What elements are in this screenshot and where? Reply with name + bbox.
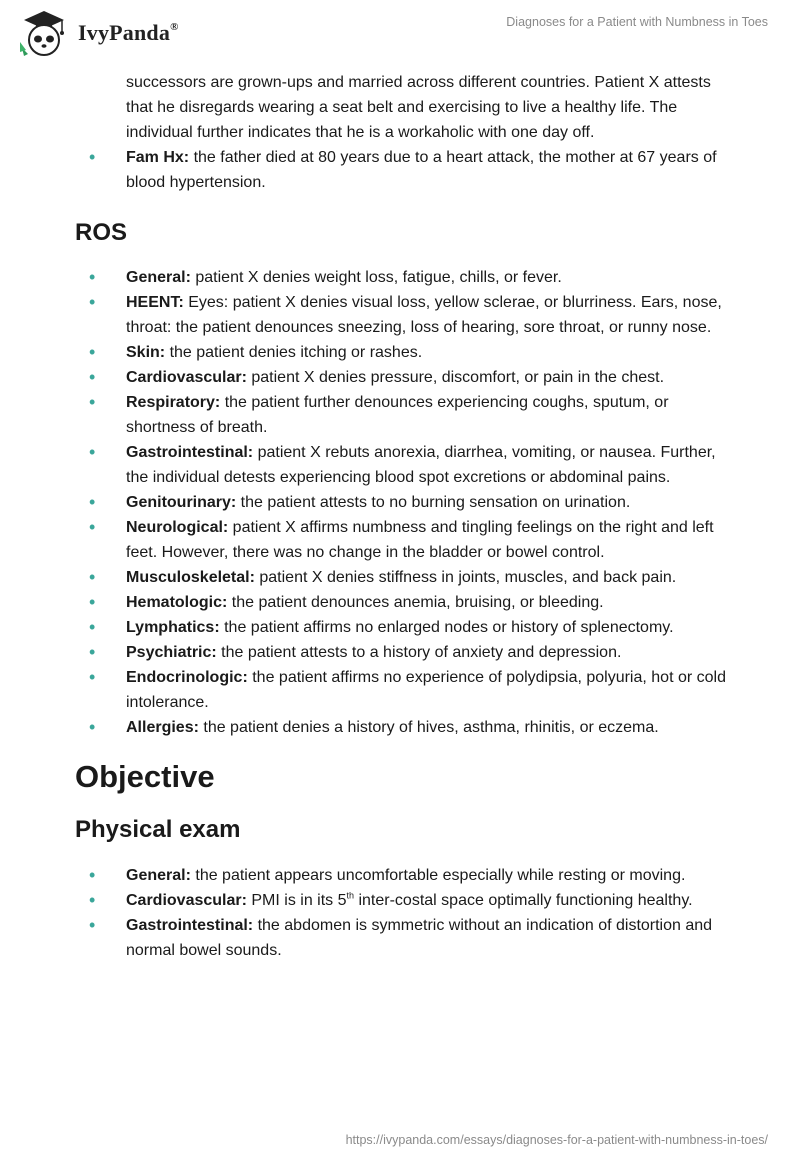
item-text: the patient attests to a history of anxiety and depression. [216,644,622,661]
list-item [75,340,735,365]
objective-heading: Objective [75,759,215,794]
list-item [75,665,735,715]
item-text: the patient denies itching or rashes. [165,344,423,361]
list-item [75,390,735,440]
list-item [75,565,735,590]
ros-heading: ROS [75,219,128,246]
bullet-icon: • [89,147,96,167]
list-item [75,615,735,640]
ivypanda-logo[interactable] [14,8,179,58]
continuation-paragraph: successors are grown-ups and married across different countries. Patient X attests that he disregards wearing a seat belt and exercising to live a healthy life. The individual further indicates that he is a workaholic with one day off. [126,74,711,141]
bullet-icon: • [89,567,96,587]
item-text: patient X denies stiffness in joints, muscles, and back pain. [254,569,677,586]
item-label: Gastrointestinal: [126,917,254,934]
item-label: Hematologic: [126,594,228,611]
bullet-icon: • [89,492,96,512]
item-label: Neurological: [126,519,229,536]
item-label: Endocrinologic: [126,669,248,686]
list-item [75,590,735,615]
bullet-icon: • [89,642,96,662]
list-item [75,888,735,913]
bullet-icon: • [89,717,96,737]
list-item [75,913,735,963]
item-text-continued: inter-costal space optimally functioning healthy. [354,892,693,909]
bullet-icon: • [89,442,96,462]
item-label: Genitourinary: [126,494,237,511]
item-text: Eyes: patient X denies visual loss, yellow sclerae, or blurriness. Ears, nose, throat: the patient denounces sneezing, loss of hearing, sore throat, or runny nose. [126,294,722,336]
item-label: Skin: [126,344,166,361]
ros-list [75,265,735,740]
item-text: the patient appears uncomfortable especially while resting or moving. [190,867,686,884]
bullet-icon: • [89,367,96,387]
item-text: patient X affirms numbness and tingling feelings on the right and left feet. However, there was no change in the bladder or bowel control. [126,519,714,561]
list-item [75,440,735,490]
item-text: the father died at 80 years due to a heart attack, the mother at 67 years of blood hypertension. [126,149,717,191]
list-item [75,290,735,340]
item-label: Musculoskeletal: [126,569,255,586]
item-label: HEENT: [126,294,184,311]
list-item [75,490,735,515]
list-item [75,640,735,665]
item-label: Fam Hx: [126,149,190,166]
item-text: the patient further denounces experiencing coughs, sputum, or shortness of breath. [126,394,669,436]
item-label: Allergies: [126,719,199,736]
bullet-icon: • [89,292,96,312]
bullet-icon: • [89,667,96,687]
item-label: Cardiovascular: [126,369,247,386]
list-item [75,863,735,888]
list-item [75,715,735,740]
item-text: the patient denies a history of hives, asthma, rhinitis, or eczema. [198,719,659,736]
item-text: the abdomen is symmetric without an indication of distortion and normal bowel sounds. [126,917,713,959]
item-label: Cardiovascular: [126,892,247,909]
bullet-icon: • [89,592,96,612]
item-label: General: [126,867,191,884]
document-title: Diagnoses for a Patient with Numbness in Toes [506,15,768,29]
document-body [75,70,735,963]
item-text: patient X denies weight loss, fatigue, chills, or fever. [190,269,562,286]
item-text: the patient denounces anemia, bruising, or bleeding. [227,594,604,611]
item-label: Respiratory: [126,394,221,411]
page-header [0,0,800,70]
list-item [75,365,735,390]
list-item-fam-hx [75,145,735,195]
source-url[interactable]: https://ivypanda.com/essays/diagnoses-for-a-patient-with-numbness-in-toes/ [345,1133,768,1147]
item-text: the patient affirms no experience of polydipsia, polyuria, hot or cold intolerance. [126,669,726,711]
item-text: patient X denies pressure, discomfort, or pain in the chest. [246,369,665,386]
item-label: Psychiatric: [126,644,217,661]
social-history-list [75,145,735,195]
bullet-icon: • [89,392,96,412]
physical-exam-list [75,863,735,963]
bullet-icon: • [89,267,96,287]
bullet-icon: • [89,865,96,885]
item-label: Lymphatics: [126,619,220,636]
panda-graduate-icon [14,8,74,58]
item-label: Gastrointestinal: [126,444,254,461]
physical-exam-heading: Physical exam [75,816,241,843]
item-text: patient X rebuts anorexia, diarrhea, vomiting, or nausea. Further, the individual detests experiencing blood spot excretions or abdominal pains. [126,444,716,486]
item-text: the patient attests to no burning sensation on urination. [236,494,631,511]
bullet-icon: • [89,342,96,362]
item-label: General: [126,269,191,286]
bullet-icon: • [89,517,96,537]
bullet-icon: • [89,915,96,935]
logo-text: IvyPanda® [78,20,179,45]
bullet-icon: • [89,617,96,637]
list-item [75,265,735,290]
item-text: the patient affirms no enlarged nodes or history of splenectomy. [219,619,674,636]
list-item [75,515,735,565]
item-text: PMI is in its 5 [246,892,347,909]
ordinal-suffix: th [346,890,355,901]
bullet-icon: • [89,890,96,910]
